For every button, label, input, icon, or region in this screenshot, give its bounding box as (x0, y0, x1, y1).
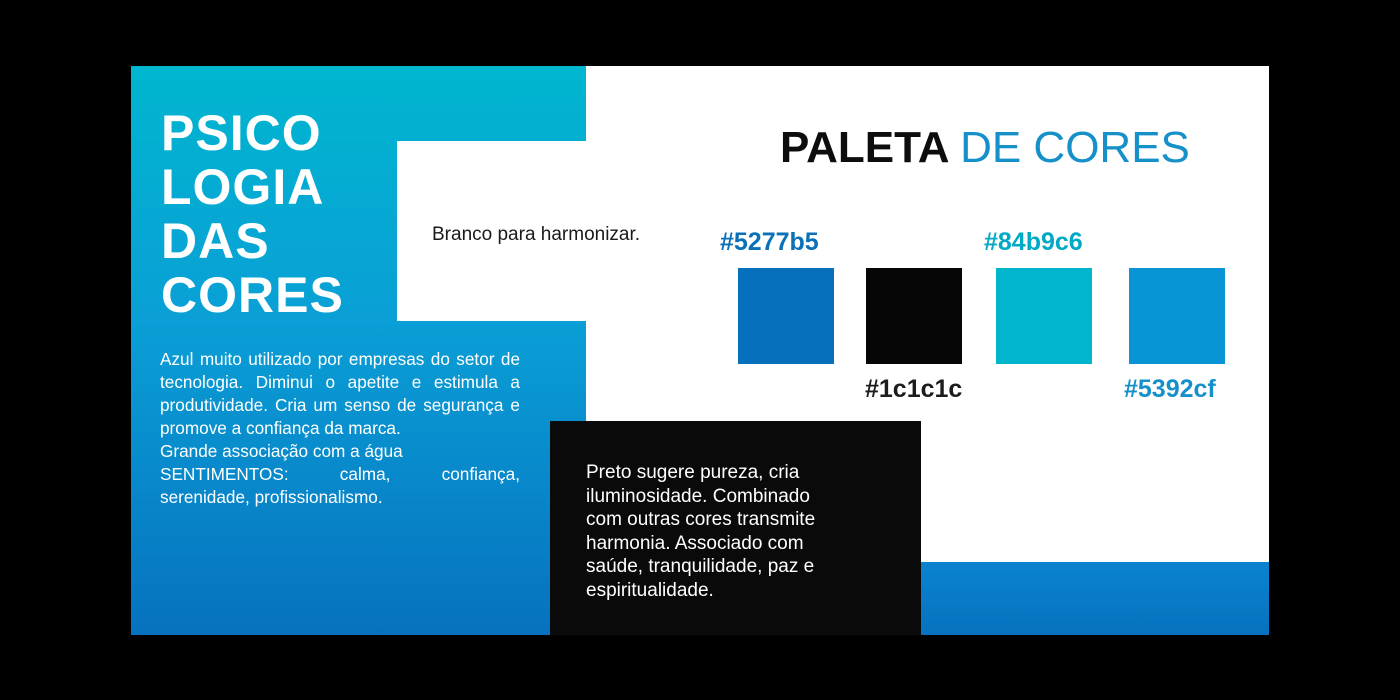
swatch-label: #5277b5 (720, 228, 819, 256)
bottom-blue-bar (921, 562, 1269, 635)
color-swatch (996, 268, 1092, 364)
color-swatch (1129, 268, 1225, 364)
swatch-label: #5392cf (1124, 375, 1216, 403)
black-info-box (550, 421, 921, 635)
palette-title (780, 124, 1190, 172)
palette-title-light: DE CORES (960, 123, 1190, 172)
main-title: PSICO LOGIA DAS CORES (161, 105, 344, 323)
blue-description-paragraph: Grande associação com a água (160, 441, 403, 461)
white-note: Branco para harmonizar. (432, 224, 641, 245)
blue-description-paragraph: SENTIMENTOS: calma, confiança, serenidade, profissionalismo. (160, 464, 520, 507)
blue-description (160, 348, 520, 509)
black-description: Preto sugere pureza, cria iluminosidade. Combinado com outras cores transmite harmonia. Associado com saúde, tranquilidade, paz e espiritualidade. (586, 462, 816, 601)
infographic-card (131, 66, 1269, 635)
blue-description-paragraph: Azul muito utilizado por empresas do setor de tecnologia. Diminui o apetite e estimula a produtividade. Cria um senso de segurança e promove a confiança da marca. (160, 349, 520, 438)
color-swatch (866, 268, 962, 364)
swatch-label: #1c1c1c (865, 375, 963, 403)
color-swatch (738, 268, 834, 364)
palette-title-bold: PALETA (780, 123, 948, 172)
swatch-label: #84b9c6 (984, 228, 1083, 256)
